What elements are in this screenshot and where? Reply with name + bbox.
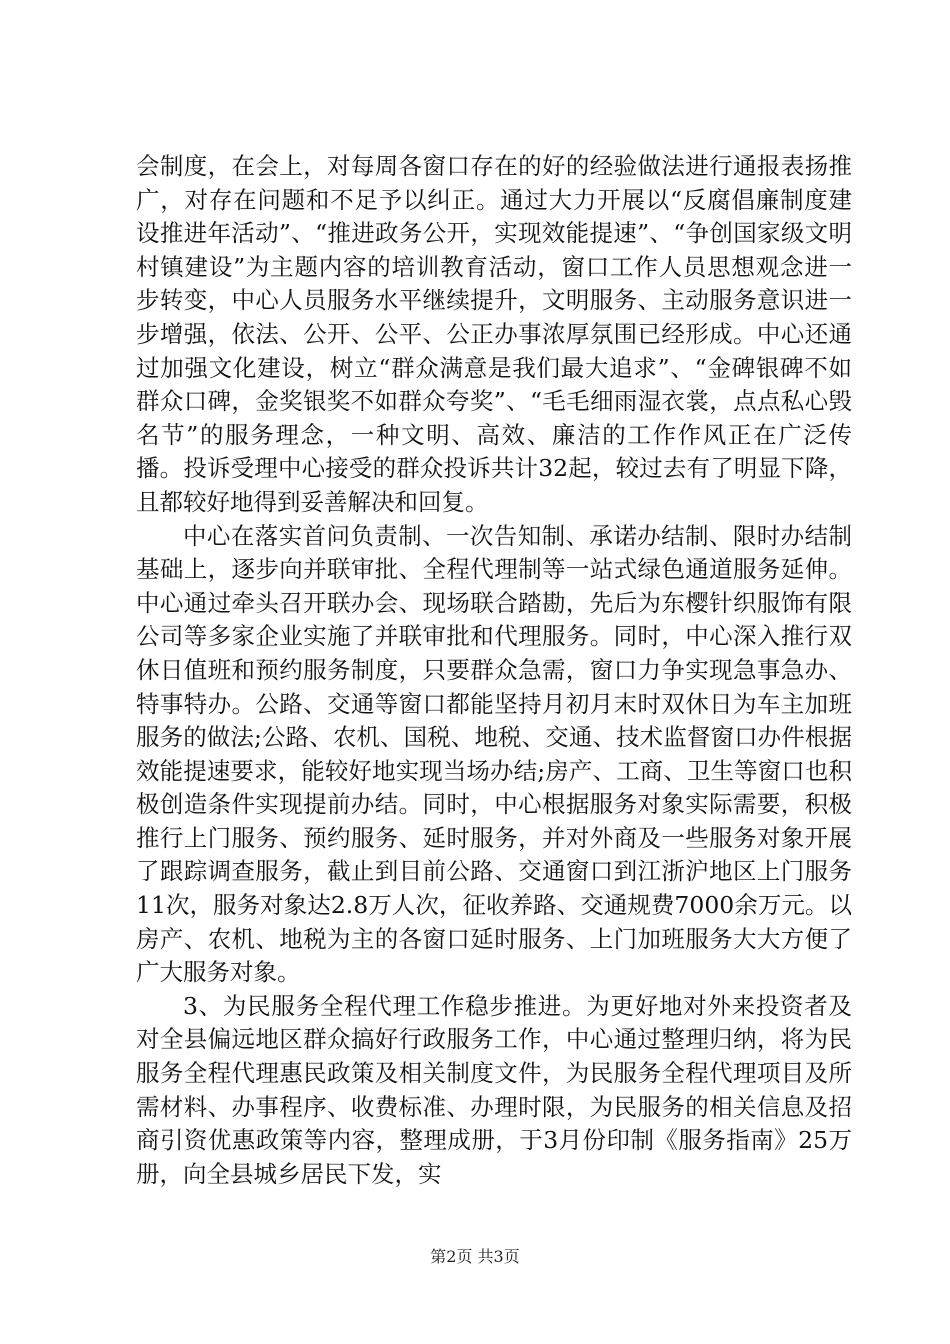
paragraph-continued: 会制度，在会上，对每周各窗口存在的好的经验做法进行通报表扬推广，对存在问题和不足予以纠正。通过大力开展以“反腐倡廉制度建设推进年活动”、“推进政务公开，实现效能提速”、“争创国家级文明村镇建设”为主题内容的培训教育活动，窗口工作人员思想观念进一步转变，中心人员服务水平继续提升，文明服务、主动服务意识进一步增强，依法、公开、公平、公正办事浓厚氛围已经形成。中心还通过加强文化建设，树立“群众满意是我们最大追求”、“金碑银碑不如群众口碑，金奖银奖不如群众夸奖”、“毛毛细雨湿衣裳，点点私心毁名节”的服务理念，一种文明、高效、廉洁的工作作风正在广泛传播。投诉受理中心接受的群众投诉共计32起，较过去有了明显下降，且都较好地得到妥善解决和回复。: [136, 152, 852, 516]
page-footer: 第2页 共3页: [430, 1247, 520, 1266]
paragraph-full-agency: 3、为民服务全程代理工作稳步推进。为更好地对外来投资者及对全县偏远地区群众搞好行政服务工作，中心通过整理归纳，将为民服务全程代理惠民政策及相关制度文件，为民服务全程代理项目及所需材料、办事程序、收费标准、办理时限，为民服务的相关信息及招商引资优惠政策等内容，整理成册，于3月份印制《服务指南》25万册，向全县城乡居民下发，实: [136, 991, 852, 1188]
document-body: [136, 150, 852, 1191]
paragraph-service-extension: 中心在落实首问负责制、一次告知制、承诺办结制、限时办结制基础上，逐步向并联审批、全程代理制等一站式绿色通道服务延伸。中心通过牵头召开联办会、现场联合踏勘，先后为东樱针织服饰有限公司等多家企业实施了并联审批和代理服务。同时，中心深入推行双休日值班和预约服务制度，只要群众急需，窗口力争实现急事急办、特事特办。公路、交通等窗口都能坚持月初月末时双休日为车主加班服务的做法;公路、农机、国税、地税、交通、技术监督窗口办件根据效能提速要求，能较好地实现当场办结;房产、工商、卫生等窗口也积极创造条件实现提前办结。同时，中心根据服务对象实际需要，积极推行上门服务、预约服务、延时服务，并对外商及一些服务对象开展了跟踪调查服务，截止到目前公路、交通窗口到江浙沪地区上门服务11次，服务对象达2.8万人次，征收养路、交通规费7000余万元。以房产、农机、地税为主的各窗口延时服务、上门加班服务大大方便了广大服务对象。: [136, 521, 852, 987]
